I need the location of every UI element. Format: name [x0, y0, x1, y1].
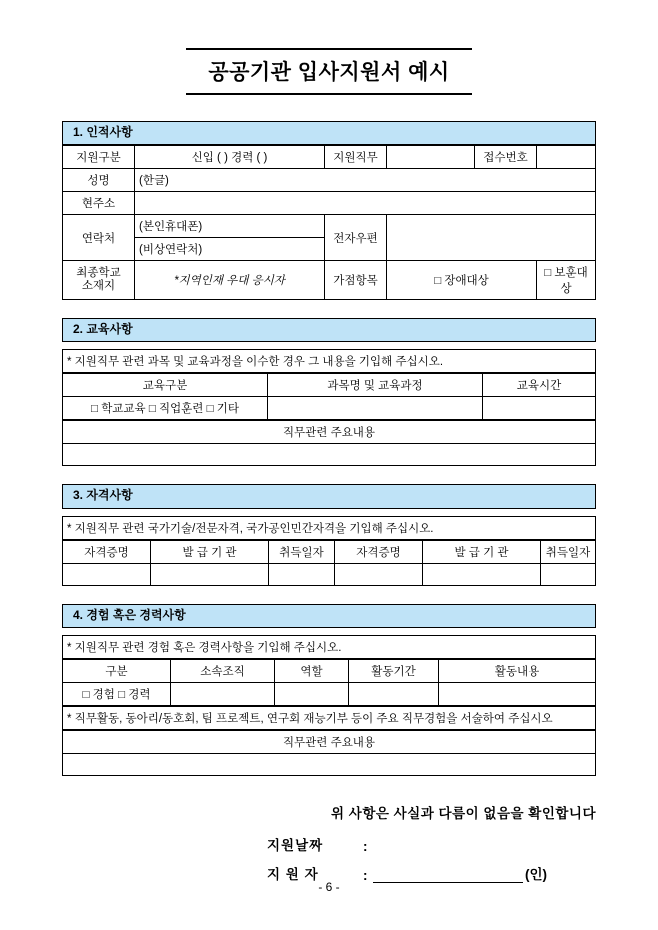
- table-row: [63, 261, 596, 300]
- experience-note-2: * 직무활동, 동아리/동호회, 팀 프로젝트, 연구회 재능기부 등이 주요 직무경험을 서술하여 주십시오: [63, 706, 596, 729]
- signature-block: [62, 802, 596, 883]
- applicant-type-value[interactable]: 신입 ( ) 경력 ( ): [135, 146, 325, 169]
- section-3-heading: 3. 자격사항: [62, 484, 596, 508]
- mobile-field[interactable]: (본인휴대폰): [135, 215, 325, 238]
- education-type-options[interactable]: □ 학교교육 □ 직업훈련 □ 기타: [63, 397, 268, 420]
- experience-memo-body[interactable]: [63, 753, 596, 775]
- experience-note: * 지원직무 관련 경험 혹은 경력사항을 기입해 주십시오.: [63, 635, 596, 658]
- cert-col-name-1: 자격증명: [63, 540, 151, 563]
- final-school-label: [63, 261, 135, 300]
- education-note-table: [62, 349, 596, 373]
- name-label: 성명: [63, 169, 135, 192]
- exp-detail-field[interactable]: [439, 682, 596, 705]
- experience-note2-table: [62, 706, 596, 730]
- emergency-contact-field[interactable]: (비상연락처): [135, 238, 325, 261]
- section-1-heading: 1. 인적사항: [62, 121, 596, 145]
- final-school-label-line2: 소재지: [81, 280, 116, 293]
- date-colon: :: [363, 838, 368, 854]
- certificate-note-table: [62, 516, 596, 540]
- exp-col-role: 역할: [275, 659, 349, 682]
- table-row: [63, 350, 596, 373]
- page-number: - 6 -: [318, 880, 340, 894]
- name-field[interactable]: (한글): [135, 169, 596, 192]
- personal-info-table: [62, 145, 596, 300]
- education-note: * 지원직무 관련 과목 및 교육과정을 이수한 경우 그 내용을 기입해 주십시오.: [63, 350, 596, 373]
- experience-table: [62, 659, 596, 706]
- exp-col-org: 소속조직: [171, 659, 275, 682]
- table-header-row: [63, 659, 596, 682]
- table-row: [63, 706, 596, 729]
- education-table: [62, 373, 596, 420]
- job-label: 지원직무: [325, 146, 387, 169]
- cert-col-issuer-1: 발 급 기 관: [151, 540, 269, 563]
- table-row: [63, 397, 596, 420]
- education-memo-table: [62, 420, 596, 466]
- table-row: [63, 146, 596, 169]
- email-label: 전자우편: [325, 215, 387, 261]
- address-field[interactable]: [135, 192, 596, 215]
- exp-col-period: 활동기간: [349, 659, 439, 682]
- section-2-heading: 2. 교육사항: [62, 318, 596, 342]
- exp-org-field[interactable]: [171, 682, 275, 705]
- table-row: [63, 516, 596, 539]
- bonus-label: 가점항목: [325, 261, 387, 300]
- education-col-course: 과목명 및 교육과정: [268, 374, 483, 397]
- cert-value-date-1[interactable]: [269, 563, 335, 585]
- certificate-note: * 지원직무 관련 국가기술/전문자격, 국가공인민간자격을 기입해 주십시오.: [63, 516, 596, 539]
- exp-period-field[interactable]: [349, 682, 439, 705]
- applicant-label: 지 원 자: [267, 866, 319, 882]
- experience-memo-table: [62, 730, 596, 776]
- job-field[interactable]: [387, 146, 475, 169]
- cert-col-issuer-2: 발 급 기 관: [423, 540, 541, 563]
- exp-col-type: 구분: [63, 659, 171, 682]
- certificate-table: [62, 540, 596, 586]
- table-row: [63, 753, 596, 775]
- table-row: [63, 635, 596, 658]
- bonus-option-disability[interactable]: □ 장애대상: [387, 261, 537, 300]
- seal-label: (인): [525, 866, 548, 882]
- cert-value-name-1[interactable]: [63, 563, 151, 585]
- applicant-colon: :: [363, 867, 368, 883]
- table-row: [63, 730, 596, 753]
- cert-col-name-2: 자격증명: [335, 540, 423, 563]
- title-container: [0, 0, 658, 95]
- education-memo-body[interactable]: [63, 444, 596, 466]
- table-row: [63, 169, 596, 192]
- table-header-row: [63, 374, 596, 397]
- table-row: [63, 682, 596, 705]
- cert-value-date-2[interactable]: [541, 563, 596, 585]
- table-row: [63, 421, 596, 444]
- education-col-hours: 교육시간: [483, 374, 596, 397]
- email-field[interactable]: [387, 215, 596, 261]
- table-header-row: [63, 540, 596, 563]
- application-date-row: [267, 834, 596, 854]
- table-row: [63, 563, 596, 585]
- receipt-no-field[interactable]: [537, 146, 596, 169]
- bonus-option-veteran[interactable]: □ 보훈대상: [537, 261, 596, 300]
- cert-value-name-2[interactable]: [335, 563, 423, 585]
- exp-role-field[interactable]: [275, 682, 349, 705]
- education-memo-header: 직무관련 주요내용: [63, 421, 596, 444]
- exp-col-detail: 활동내용: [439, 659, 596, 682]
- exp-type-options[interactable]: □ 경험 □ 경력: [63, 682, 171, 705]
- experience-memo-header: 직무관련 주요내용: [63, 730, 596, 753]
- confirmation-statement: 위 사항은 사실과 다름이 없음을 확인합니다: [331, 805, 596, 821]
- application-date-label: 지원날짜: [267, 837, 324, 853]
- table-row: [63, 192, 596, 215]
- cert-value-issuer-2[interactable]: [423, 563, 541, 585]
- table-row: [63, 215, 596, 238]
- applicant-type-label: 지원구분: [63, 146, 135, 169]
- cert-col-date-2: 취득일자: [541, 540, 596, 563]
- final-school-label-line1: 최종학교: [76, 266, 121, 279]
- cert-value-issuer-1[interactable]: [151, 563, 269, 585]
- receipt-no-label: 접수번호: [475, 146, 537, 169]
- contact-label: 연락처: [63, 215, 135, 261]
- education-course-field[interactable]: [268, 397, 483, 420]
- education-col-type: 교육구분: [63, 374, 268, 397]
- table-row: [63, 444, 596, 466]
- document-content: [62, 121, 596, 776]
- education-hours-field[interactable]: [483, 397, 596, 420]
- page-title: 공공기관 입사지원서 예시: [186, 48, 471, 95]
- section-4-heading: 4. 경험 혹은 경력사항: [62, 604, 596, 628]
- address-label: 현주소: [63, 192, 135, 215]
- local-talent-note: *지역인재 우대 응시자: [135, 261, 325, 300]
- cert-col-date-1: 취득일자: [269, 540, 335, 563]
- experience-note-table: [62, 635, 596, 659]
